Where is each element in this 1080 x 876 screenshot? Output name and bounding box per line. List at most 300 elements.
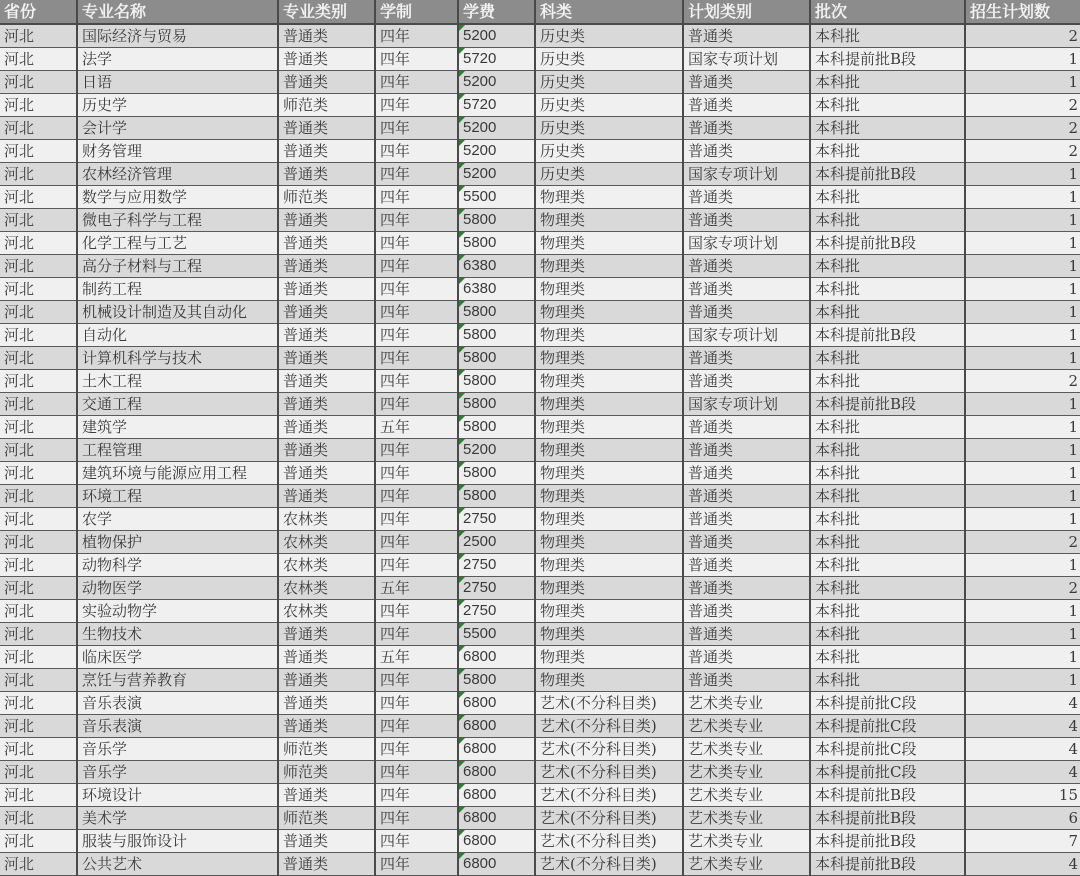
- duration-cell[interactable]: 四年: [375, 830, 458, 853]
- subject-type-cell[interactable]: 历史类: [535, 48, 683, 71]
- major-category-cell[interactable]: 普通类: [278, 347, 375, 370]
- duration-cell[interactable]: 四年: [375, 94, 458, 117]
- tuition-cell[interactable]: 6800: [458, 715, 535, 738]
- duration-cell[interactable]: 四年: [375, 508, 458, 531]
- duration-cell[interactable]: 四年: [375, 278, 458, 301]
- enrollment-count-cell[interactable]: 1: [965, 347, 1080, 370]
- duration-cell[interactable]: 五年: [375, 646, 458, 669]
- duration-cell[interactable]: 四年: [375, 186, 458, 209]
- major-category-cell[interactable]: 农林类: [278, 508, 375, 531]
- major-category-cell[interactable]: 农林类: [278, 531, 375, 554]
- plan-type-cell[interactable]: 普通类: [683, 370, 810, 393]
- plan-type-cell[interactable]: 普通类: [683, 462, 810, 485]
- major-category-cell[interactable]: 普通类: [278, 324, 375, 347]
- tuition-cell[interactable]: 6800: [458, 761, 535, 784]
- batch-cell[interactable]: 本科批: [810, 94, 965, 117]
- tuition-cell[interactable]: 5500: [458, 623, 535, 646]
- subject-type-cell[interactable]: 艺术(不分科目类): [535, 715, 683, 738]
- header-subject-type[interactable]: 科类: [535, 0, 683, 24]
- duration-cell[interactable]: 四年: [375, 232, 458, 255]
- major-category-cell[interactable]: 普通类: [278, 462, 375, 485]
- province-cell[interactable]: 河北: [0, 600, 77, 623]
- batch-cell[interactable]: 本科批: [810, 278, 965, 301]
- subject-type-cell[interactable]: 物理类: [535, 186, 683, 209]
- duration-cell[interactable]: 四年: [375, 600, 458, 623]
- subject-type-cell[interactable]: 物理类: [535, 508, 683, 531]
- major-name-cell[interactable]: 美术学: [77, 807, 278, 830]
- subject-type-cell[interactable]: 物理类: [535, 646, 683, 669]
- batch-cell[interactable]: 本科批: [810, 117, 965, 140]
- batch-cell[interactable]: 本科批: [810, 416, 965, 439]
- major-category-cell[interactable]: 农林类: [278, 554, 375, 577]
- header-major-name[interactable]: 专业名称: [77, 0, 278, 24]
- batch-cell[interactable]: 本科批: [810, 140, 965, 163]
- batch-cell[interactable]: 本科提前批B段: [810, 48, 965, 71]
- enrollment-count-cell[interactable]: 1: [965, 209, 1080, 232]
- province-cell[interactable]: 河北: [0, 232, 77, 255]
- enrollment-count-cell[interactable]: 4: [965, 761, 1080, 784]
- batch-cell[interactable]: 本科批: [810, 439, 965, 462]
- major-category-cell[interactable]: 普通类: [278, 71, 375, 94]
- tuition-cell[interactable]: 5800: [458, 209, 535, 232]
- batch-cell[interactable]: 本科批: [810, 209, 965, 232]
- province-cell[interactable]: 河北: [0, 508, 77, 531]
- major-name-cell[interactable]: 生物技术: [77, 623, 278, 646]
- enrollment-count-cell[interactable]: 1: [965, 508, 1080, 531]
- plan-type-cell[interactable]: 普通类: [683, 508, 810, 531]
- major-category-cell[interactable]: 普通类: [278, 278, 375, 301]
- major-name-cell[interactable]: 服装与服饰设计: [77, 830, 278, 853]
- subject-type-cell[interactable]: 艺术(不分科目类): [535, 830, 683, 853]
- subject-type-cell[interactable]: 历史类: [535, 71, 683, 94]
- batch-cell[interactable]: 本科批: [810, 71, 965, 94]
- subject-type-cell[interactable]: 历史类: [535, 24, 683, 48]
- major-category-cell[interactable]: 普通类: [278, 301, 375, 324]
- major-name-cell[interactable]: 烹饪与营养教育: [77, 669, 278, 692]
- major-category-cell[interactable]: 师范类: [278, 186, 375, 209]
- major-category-cell[interactable]: 普通类: [278, 255, 375, 278]
- tuition-cell[interactable]: 5800: [458, 301, 535, 324]
- tuition-cell[interactable]: 6800: [458, 646, 535, 669]
- tuition-cell[interactable]: 6380: [458, 278, 535, 301]
- tuition-cell[interactable]: 2500: [458, 531, 535, 554]
- major-category-cell[interactable]: 农林类: [278, 600, 375, 623]
- major-name-cell[interactable]: 日语: [77, 71, 278, 94]
- enrollment-count-cell[interactable]: 4: [965, 853, 1080, 876]
- plan-type-cell[interactable]: 普通类: [683, 71, 810, 94]
- province-cell[interactable]: 河北: [0, 692, 77, 715]
- major-name-cell[interactable]: 法学: [77, 48, 278, 71]
- header-tuition[interactable]: 学费: [458, 0, 535, 24]
- batch-cell[interactable]: 本科批: [810, 531, 965, 554]
- batch-cell[interactable]: 本科提前批B段: [810, 324, 965, 347]
- duration-cell[interactable]: 四年: [375, 347, 458, 370]
- batch-cell[interactable]: 本科批: [810, 623, 965, 646]
- tuition-cell[interactable]: 2750: [458, 508, 535, 531]
- enrollment-count-cell[interactable]: 1: [965, 255, 1080, 278]
- duration-cell[interactable]: 四年: [375, 301, 458, 324]
- plan-type-cell[interactable]: 普通类: [683, 140, 810, 163]
- enrollment-count-cell[interactable]: 7: [965, 830, 1080, 853]
- enrollment-count-cell[interactable]: 4: [965, 692, 1080, 715]
- major-name-cell[interactable]: 国际经济与贸易: [77, 24, 278, 48]
- province-cell[interactable]: 河北: [0, 669, 77, 692]
- major-name-cell[interactable]: 农学: [77, 508, 278, 531]
- major-category-cell[interactable]: 普通类: [278, 232, 375, 255]
- major-name-cell[interactable]: 动物科学: [77, 554, 278, 577]
- tuition-cell[interactable]: 5800: [458, 324, 535, 347]
- major-name-cell[interactable]: 农林经济管理: [77, 163, 278, 186]
- duration-cell[interactable]: 四年: [375, 393, 458, 416]
- major-name-cell[interactable]: 自动化: [77, 324, 278, 347]
- tuition-cell[interactable]: 6800: [458, 692, 535, 715]
- plan-type-cell[interactable]: 艺术类专业: [683, 830, 810, 853]
- tuition-cell[interactable]: 5720: [458, 48, 535, 71]
- plan-type-cell[interactable]: 普通类: [683, 623, 810, 646]
- major-name-cell[interactable]: 微电子科学与工程: [77, 209, 278, 232]
- plan-type-cell[interactable]: 普通类: [683, 24, 810, 48]
- subject-type-cell[interactable]: 物理类: [535, 324, 683, 347]
- plan-type-cell[interactable]: 国家专项计划: [683, 232, 810, 255]
- province-cell[interactable]: 河北: [0, 830, 77, 853]
- duration-cell[interactable]: 四年: [375, 71, 458, 94]
- plan-type-cell[interactable]: 普通类: [683, 485, 810, 508]
- plan-type-cell[interactable]: 艺术类专业: [683, 692, 810, 715]
- province-cell[interactable]: 河北: [0, 807, 77, 830]
- duration-cell[interactable]: 四年: [375, 853, 458, 876]
- tuition-cell[interactable]: 5200: [458, 439, 535, 462]
- plan-type-cell[interactable]: 普通类: [683, 554, 810, 577]
- plan-type-cell[interactable]: 普通类: [683, 577, 810, 600]
- batch-cell[interactable]: 本科提前批B段: [810, 807, 965, 830]
- major-category-cell[interactable]: 普通类: [278, 715, 375, 738]
- enrollment-count-cell[interactable]: 1: [965, 324, 1080, 347]
- major-name-cell[interactable]: 植物保护: [77, 531, 278, 554]
- plan-type-cell[interactable]: 普通类: [683, 669, 810, 692]
- enrollment-count-cell[interactable]: 1: [965, 163, 1080, 186]
- province-cell[interactable]: 河北: [0, 24, 77, 48]
- plan-type-cell[interactable]: 国家专项计划: [683, 163, 810, 186]
- plan-type-cell[interactable]: 艺术类专业: [683, 784, 810, 807]
- subject-type-cell[interactable]: 艺术(不分科目类): [535, 738, 683, 761]
- major-category-cell[interactable]: 师范类: [278, 94, 375, 117]
- tuition-cell[interactable]: 6380: [458, 255, 535, 278]
- enrollment-count-cell[interactable]: 6: [965, 807, 1080, 830]
- header-province[interactable]: 省份: [0, 0, 77, 24]
- enrollment-count-cell[interactable]: 2: [965, 370, 1080, 393]
- province-cell[interactable]: 河北: [0, 623, 77, 646]
- duration-cell[interactable]: 四年: [375, 692, 458, 715]
- subject-type-cell[interactable]: 物理类: [535, 600, 683, 623]
- tuition-cell[interactable]: 5200: [458, 71, 535, 94]
- duration-cell[interactable]: 四年: [375, 554, 458, 577]
- batch-cell[interactable]: 本科提前批B段: [810, 163, 965, 186]
- major-name-cell[interactable]: 动物医学: [77, 577, 278, 600]
- duration-cell[interactable]: 四年: [375, 48, 458, 71]
- duration-cell[interactable]: 四年: [375, 738, 458, 761]
- batch-cell[interactable]: 本科提前批B段: [810, 393, 965, 416]
- duration-cell[interactable]: 四年: [375, 531, 458, 554]
- batch-cell[interactable]: 本科批: [810, 600, 965, 623]
- enrollment-count-cell[interactable]: 1: [965, 439, 1080, 462]
- duration-cell[interactable]: 四年: [375, 715, 458, 738]
- batch-cell[interactable]: 本科批: [810, 186, 965, 209]
- duration-cell[interactable]: 四年: [375, 117, 458, 140]
- enrollment-count-cell[interactable]: 1: [965, 646, 1080, 669]
- subject-type-cell[interactable]: 物理类: [535, 462, 683, 485]
- batch-cell[interactable]: 本科批: [810, 462, 965, 485]
- subject-type-cell[interactable]: 艺术(不分科目类): [535, 807, 683, 830]
- header-major-category[interactable]: 专业类别: [278, 0, 375, 24]
- batch-cell[interactable]: 本科提前批C段: [810, 692, 965, 715]
- subject-type-cell[interactable]: 艺术(不分科目类): [535, 692, 683, 715]
- province-cell[interactable]: 河北: [0, 439, 77, 462]
- batch-cell[interactable]: 本科批: [810, 370, 965, 393]
- batch-cell[interactable]: 本科提前批C段: [810, 761, 965, 784]
- tuition-cell[interactable]: 6800: [458, 784, 535, 807]
- tuition-cell[interactable]: 5800: [458, 232, 535, 255]
- subject-type-cell[interactable]: 历史类: [535, 140, 683, 163]
- enrollment-count-cell[interactable]: 1: [965, 623, 1080, 646]
- major-category-cell[interactable]: 普通类: [278, 669, 375, 692]
- batch-cell[interactable]: 本科批: [810, 301, 965, 324]
- province-cell[interactable]: 河北: [0, 784, 77, 807]
- major-category-cell[interactable]: 普通类: [278, 24, 375, 48]
- duration-cell[interactable]: 四年: [375, 807, 458, 830]
- duration-cell[interactable]: 四年: [375, 761, 458, 784]
- plan-type-cell[interactable]: 普通类: [683, 301, 810, 324]
- enrollment-count-cell[interactable]: 2: [965, 531, 1080, 554]
- major-category-cell[interactable]: 普通类: [278, 830, 375, 853]
- plan-type-cell[interactable]: 普通类: [683, 600, 810, 623]
- duration-cell[interactable]: 五年: [375, 577, 458, 600]
- province-cell[interactable]: 河北: [0, 462, 77, 485]
- major-category-cell[interactable]: 普通类: [278, 784, 375, 807]
- tuition-cell[interactable]: 6800: [458, 830, 535, 853]
- province-cell[interactable]: 河北: [0, 324, 77, 347]
- duration-cell[interactable]: 四年: [375, 439, 458, 462]
- major-category-cell[interactable]: 农林类: [278, 577, 375, 600]
- plan-type-cell[interactable]: 普通类: [683, 278, 810, 301]
- tuition-cell[interactable]: 6800: [458, 853, 535, 876]
- subject-type-cell[interactable]: 物理类: [535, 623, 683, 646]
- batch-cell[interactable]: 本科批: [810, 347, 965, 370]
- batch-cell[interactable]: 本科批: [810, 646, 965, 669]
- subject-type-cell[interactable]: 物理类: [535, 531, 683, 554]
- major-category-cell[interactable]: 普通类: [278, 393, 375, 416]
- major-category-cell[interactable]: 普通类: [278, 48, 375, 71]
- enrollment-count-cell[interactable]: 1: [965, 232, 1080, 255]
- enrollment-count-cell[interactable]: 1: [965, 186, 1080, 209]
- subject-type-cell[interactable]: 物理类: [535, 370, 683, 393]
- duration-cell[interactable]: 四年: [375, 209, 458, 232]
- duration-cell[interactable]: 四年: [375, 324, 458, 347]
- subject-type-cell[interactable]: 物理类: [535, 485, 683, 508]
- enrollment-count-cell[interactable]: 2: [965, 140, 1080, 163]
- enrollment-count-cell[interactable]: 1: [965, 416, 1080, 439]
- province-cell[interactable]: 河北: [0, 140, 77, 163]
- plan-type-cell[interactable]: 普通类: [683, 186, 810, 209]
- province-cell[interactable]: 河北: [0, 163, 77, 186]
- tuition-cell[interactable]: 5800: [458, 393, 535, 416]
- province-cell[interactable]: 河北: [0, 186, 77, 209]
- duration-cell[interactable]: 四年: [375, 370, 458, 393]
- major-category-cell[interactable]: 普通类: [278, 209, 375, 232]
- subject-type-cell[interactable]: 物理类: [535, 301, 683, 324]
- enrollment-count-cell[interactable]: 2: [965, 117, 1080, 140]
- province-cell[interactable]: 河北: [0, 531, 77, 554]
- batch-cell[interactable]: 本科提前批B段: [810, 853, 965, 876]
- tuition-cell[interactable]: 5800: [458, 669, 535, 692]
- duration-cell[interactable]: 四年: [375, 669, 458, 692]
- header-batch[interactable]: 批次: [810, 0, 965, 24]
- duration-cell[interactable]: 四年: [375, 784, 458, 807]
- plan-type-cell[interactable]: 普通类: [683, 94, 810, 117]
- major-name-cell[interactable]: 历史学: [77, 94, 278, 117]
- province-cell[interactable]: 河北: [0, 117, 77, 140]
- major-name-cell[interactable]: 环境工程: [77, 485, 278, 508]
- province-cell[interactable]: 河北: [0, 94, 77, 117]
- tuition-cell[interactable]: 5800: [458, 462, 535, 485]
- province-cell[interactable]: 河北: [0, 554, 77, 577]
- province-cell[interactable]: 河北: [0, 738, 77, 761]
- major-category-cell[interactable]: 普通类: [278, 485, 375, 508]
- subject-type-cell[interactable]: 物理类: [535, 554, 683, 577]
- subject-type-cell[interactable]: 历史类: [535, 163, 683, 186]
- batch-cell[interactable]: 本科提前批C段: [810, 715, 965, 738]
- major-category-cell[interactable]: 普通类: [278, 692, 375, 715]
- major-name-cell[interactable]: 音乐学: [77, 761, 278, 784]
- province-cell[interactable]: 河北: [0, 715, 77, 738]
- enrollment-count-cell[interactable]: 2: [965, 577, 1080, 600]
- subject-type-cell[interactable]: 物理类: [535, 209, 683, 232]
- province-cell[interactable]: 河北: [0, 278, 77, 301]
- major-category-cell[interactable]: 师范类: [278, 807, 375, 830]
- subject-type-cell[interactable]: 艺术(不分科目类): [535, 761, 683, 784]
- major-category-cell[interactable]: 普通类: [278, 140, 375, 163]
- major-name-cell[interactable]: 临床医学: [77, 646, 278, 669]
- batch-cell[interactable]: 本科批: [810, 485, 965, 508]
- plan-type-cell[interactable]: 普通类: [683, 416, 810, 439]
- major-category-cell[interactable]: 师范类: [278, 761, 375, 784]
- plan-type-cell[interactable]: 普通类: [683, 439, 810, 462]
- province-cell[interactable]: 河北: [0, 301, 77, 324]
- major-name-cell[interactable]: 会计学: [77, 117, 278, 140]
- major-category-cell[interactable]: 普通类: [278, 416, 375, 439]
- enrollment-count-cell[interactable]: 1: [965, 462, 1080, 485]
- plan-type-cell[interactable]: 艺术类专业: [683, 715, 810, 738]
- enrollment-count-cell[interactable]: 2: [965, 94, 1080, 117]
- major-category-cell[interactable]: 普通类: [278, 117, 375, 140]
- subject-type-cell[interactable]: 物理类: [535, 416, 683, 439]
- enrollment-count-cell[interactable]: 1: [965, 485, 1080, 508]
- plan-type-cell[interactable]: 普通类: [683, 209, 810, 232]
- province-cell[interactable]: 河北: [0, 577, 77, 600]
- subject-type-cell[interactable]: 艺术(不分科目类): [535, 784, 683, 807]
- plan-type-cell[interactable]: 艺术类专业: [683, 853, 810, 876]
- major-category-cell[interactable]: 普通类: [278, 439, 375, 462]
- batch-cell[interactable]: 本科提前批B段: [810, 232, 965, 255]
- tuition-cell[interactable]: 5800: [458, 370, 535, 393]
- plan-type-cell[interactable]: 普通类: [683, 347, 810, 370]
- major-name-cell[interactable]: 公共艺术: [77, 853, 278, 876]
- major-category-cell[interactable]: 师范类: [278, 738, 375, 761]
- major-name-cell[interactable]: 实验动物学: [77, 600, 278, 623]
- duration-cell[interactable]: 四年: [375, 140, 458, 163]
- enrollment-count-cell[interactable]: 15: [965, 784, 1080, 807]
- province-cell[interactable]: 河北: [0, 646, 77, 669]
- plan-type-cell[interactable]: 艺术类专业: [683, 807, 810, 830]
- major-name-cell[interactable]: 计算机科学与技术: [77, 347, 278, 370]
- plan-type-cell[interactable]: 普通类: [683, 646, 810, 669]
- enrollment-count-cell[interactable]: 1: [965, 669, 1080, 692]
- subject-type-cell[interactable]: 物理类: [535, 232, 683, 255]
- major-category-cell[interactable]: 普通类: [278, 853, 375, 876]
- plan-type-cell[interactable]: 普通类: [683, 117, 810, 140]
- major-name-cell[interactable]: 环境设计: [77, 784, 278, 807]
- province-cell[interactable]: 河北: [0, 347, 77, 370]
- tuition-cell[interactable]: 2750: [458, 554, 535, 577]
- plan-type-cell[interactable]: 艺术类专业: [683, 761, 810, 784]
- tuition-cell[interactable]: 2750: [458, 577, 535, 600]
- major-name-cell[interactable]: 音乐表演: [77, 715, 278, 738]
- province-cell[interactable]: 河北: [0, 853, 77, 876]
- subject-type-cell[interactable]: 历史类: [535, 117, 683, 140]
- subject-type-cell[interactable]: 物理类: [535, 439, 683, 462]
- enrollment-count-cell[interactable]: 1: [965, 301, 1080, 324]
- subject-type-cell[interactable]: 艺术(不分科目类): [535, 853, 683, 876]
- plan-type-cell[interactable]: 国家专项计划: [683, 324, 810, 347]
- tuition-cell[interactable]: 5800: [458, 347, 535, 370]
- major-name-cell[interactable]: 交通工程: [77, 393, 278, 416]
- province-cell[interactable]: 河北: [0, 416, 77, 439]
- batch-cell[interactable]: 本科提前批B段: [810, 830, 965, 853]
- enrollment-count-cell[interactable]: 1: [965, 48, 1080, 71]
- batch-cell[interactable]: 本科提前批B段: [810, 784, 965, 807]
- major-name-cell[interactable]: 建筑环境与能源应用工程: [77, 462, 278, 485]
- batch-cell[interactable]: 本科批: [810, 255, 965, 278]
- major-name-cell[interactable]: 财务管理: [77, 140, 278, 163]
- major-category-cell[interactable]: 普通类: [278, 370, 375, 393]
- province-cell[interactable]: 河北: [0, 255, 77, 278]
- major-category-cell[interactable]: 普通类: [278, 623, 375, 646]
- duration-cell[interactable]: 四年: [375, 623, 458, 646]
- batch-cell[interactable]: 本科批: [810, 554, 965, 577]
- tuition-cell[interactable]: 5500: [458, 186, 535, 209]
- tuition-cell[interactable]: 5200: [458, 24, 535, 48]
- duration-cell[interactable]: 四年: [375, 485, 458, 508]
- tuition-cell[interactable]: 6800: [458, 738, 535, 761]
- tuition-cell[interactable]: 2750: [458, 600, 535, 623]
- subject-type-cell[interactable]: 物理类: [535, 347, 683, 370]
- subject-type-cell[interactable]: 历史类: [535, 94, 683, 117]
- major-category-cell[interactable]: 普通类: [278, 163, 375, 186]
- enrollment-count-cell[interactable]: 1: [965, 71, 1080, 94]
- enrollment-count-cell[interactable]: 1: [965, 278, 1080, 301]
- major-name-cell[interactable]: 音乐学: [77, 738, 278, 761]
- major-category-cell[interactable]: 普通类: [278, 646, 375, 669]
- header-enrollment-count[interactable]: 招生计划数: [965, 0, 1080, 24]
- plan-type-cell[interactable]: 普通类: [683, 531, 810, 554]
- batch-cell[interactable]: 本科提前批C段: [810, 738, 965, 761]
- tuition-cell[interactable]: 5800: [458, 416, 535, 439]
- major-name-cell[interactable]: 音乐表演: [77, 692, 278, 715]
- subject-type-cell[interactable]: 物理类: [535, 393, 683, 416]
- tuition-cell[interactable]: 5200: [458, 163, 535, 186]
- major-name-cell[interactable]: 化学工程与工艺: [77, 232, 278, 255]
- major-name-cell[interactable]: 高分子材料与工程: [77, 255, 278, 278]
- batch-cell[interactable]: 本科批: [810, 669, 965, 692]
